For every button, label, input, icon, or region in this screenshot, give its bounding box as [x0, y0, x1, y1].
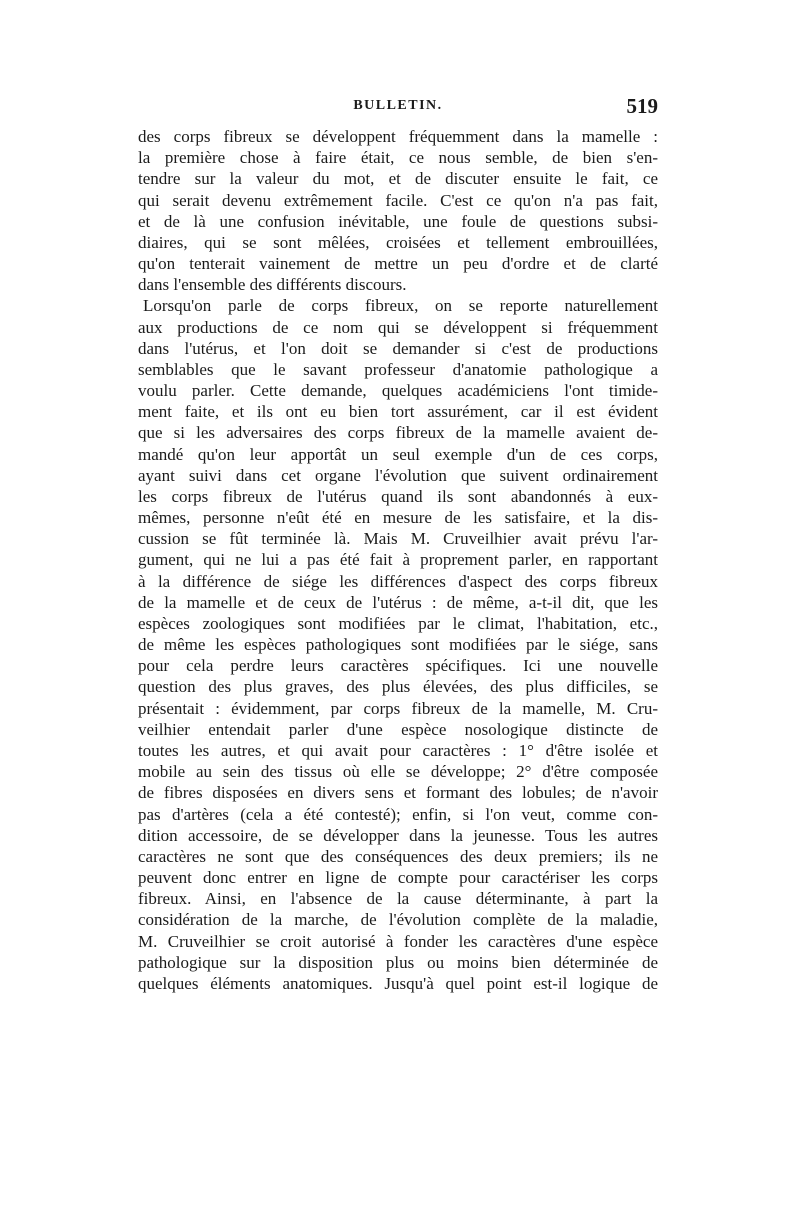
text-line: Lorsqu'on parle de corps fibreux, on se reporte naturellement [143, 296, 658, 316]
page-number: 519 [626, 94, 658, 118]
text-line: question des plus graves, des plus élevées, des plus difficiles, se [138, 677, 658, 697]
text-line: peuvent donc entrer en ligne de compte pour caractériser les corps [138, 868, 658, 888]
text-line: dans l'ensemble des différents discours. [138, 275, 407, 295]
text-line: semblables que le savant professeur d'anatomie pathologique a [138, 359, 658, 379]
running-title: BULLETIN. [353, 98, 443, 113]
text-line: de même les espèces pathologiques sont modifiées par le siége, sans [138, 635, 658, 655]
text-line: pathologique sur la disposition plus ou moins bien déterminée de [138, 952, 658, 972]
text-line: caractères ne sont que des conséquences des deux premiers; ils ne [138, 846, 658, 866]
text-line: cussion se fût terminée là. Mais M. Cruveilhier avait prévu l'ar- [138, 529, 658, 549]
text-line: voulu parler. Cette demande, quelques académiciens l'ont timide- [138, 381, 658, 401]
text-line: la première chose à faire était, ce nous semble, de bien s'en- [138, 148, 658, 168]
text-line: qui serait devenu extrêmement facile. C'est ce qu'on n'a pas fait, [138, 190, 658, 210]
text-line: que si les adversaires des corps fibreux de la mamelle avaient de- [138, 423, 658, 443]
text-line: considération de la marche, de l'évolution complète de la maladie, [138, 910, 658, 930]
running-head [138, 94, 658, 126]
text-line: aux productions de ce nom qui se développent si fréquemment [138, 317, 658, 337]
text-line: mandé qu'on leur apportât un seul exemple d'un de ces corps, [138, 444, 658, 464]
text-line: des corps fibreux se développent fréquemment dans la mamelle : [138, 127, 658, 146]
text-line: qu'on tenterait vainement de mettre un peu d'ordre et de clarté [138, 254, 658, 274]
text-line: présentait : évidemment, par corps fibreux de la mamelle, M. Cru- [138, 698, 658, 718]
text-line: gument, qui ne lui a pas été fait à proprement parler, en rapportant [138, 550, 658, 570]
text-line: les corps fibreux de l'utérus quand ils sont abandonnés à eux- [138, 486, 658, 506]
text-line: de fibres disposées en divers sens et formant des lobules; de n'avoir [138, 783, 658, 803]
body-text [138, 126, 658, 994]
text-line: pour cela perdre leurs caractères spécifiques. Ici une nouvelle [138, 656, 658, 676]
text-line: de la mamelle et de ceux de l'utérus : de même, a-t-il dit, que les [138, 592, 658, 612]
text-line: mobile au sein des tissus où elle se développe; 2° d'être composée [138, 762, 658, 782]
text-line: à la différence de siége les différences d'aspect des corps fibreux [138, 571, 658, 591]
text-line: dans l'utérus, et l'on doit se demander si c'est de productions [138, 338, 658, 358]
text-line: M. Cruveilhier se croit autorisé à fonder les caractères d'une espèce [138, 931, 658, 951]
text-line: tendre sur la valeur du mot, et de discuter ensuite le fait, ce [138, 169, 658, 189]
text-line: pas d'artères (cela a été contesté); enfin, si l'on veut, comme con- [138, 804, 658, 824]
text-line: toutes les autres, et qui avait pour caractères : 1° d'être isolée et [138, 740, 658, 760]
text-line: dition accessoire, de se développer dans la jeunesse. Tous les autres [138, 825, 658, 845]
text-line: fibreux. Ainsi, en l'absence de la cause déterminante, à part la [138, 889, 658, 909]
text-line: ayant suivi dans cet organe l'évolution que suivent ordinairement [138, 465, 658, 485]
text-line: quelques éléments anatomiques. Jusqu'à quel point est-il logique de [138, 973, 658, 993]
text-line: et de là une confusion inévitable, une foule de questions subsi- [138, 211, 658, 231]
text-line: espèces zoologiques sont modifiées par le climat, l'habitation, etc., [138, 613, 658, 633]
text-line: diaires, qui se sont mêlées, croisées et tellement embrouillées, [138, 232, 658, 252]
text-line: mêmes, personne n'eût été en mesure de les satisfaire, et la dis- [138, 508, 658, 528]
text-line: ment faite, et ils ont eu bien tort assurément, car il est évident [138, 402, 658, 422]
text-line: veilhier entendait parler d'une espèce nosologique distincte de [138, 719, 658, 739]
